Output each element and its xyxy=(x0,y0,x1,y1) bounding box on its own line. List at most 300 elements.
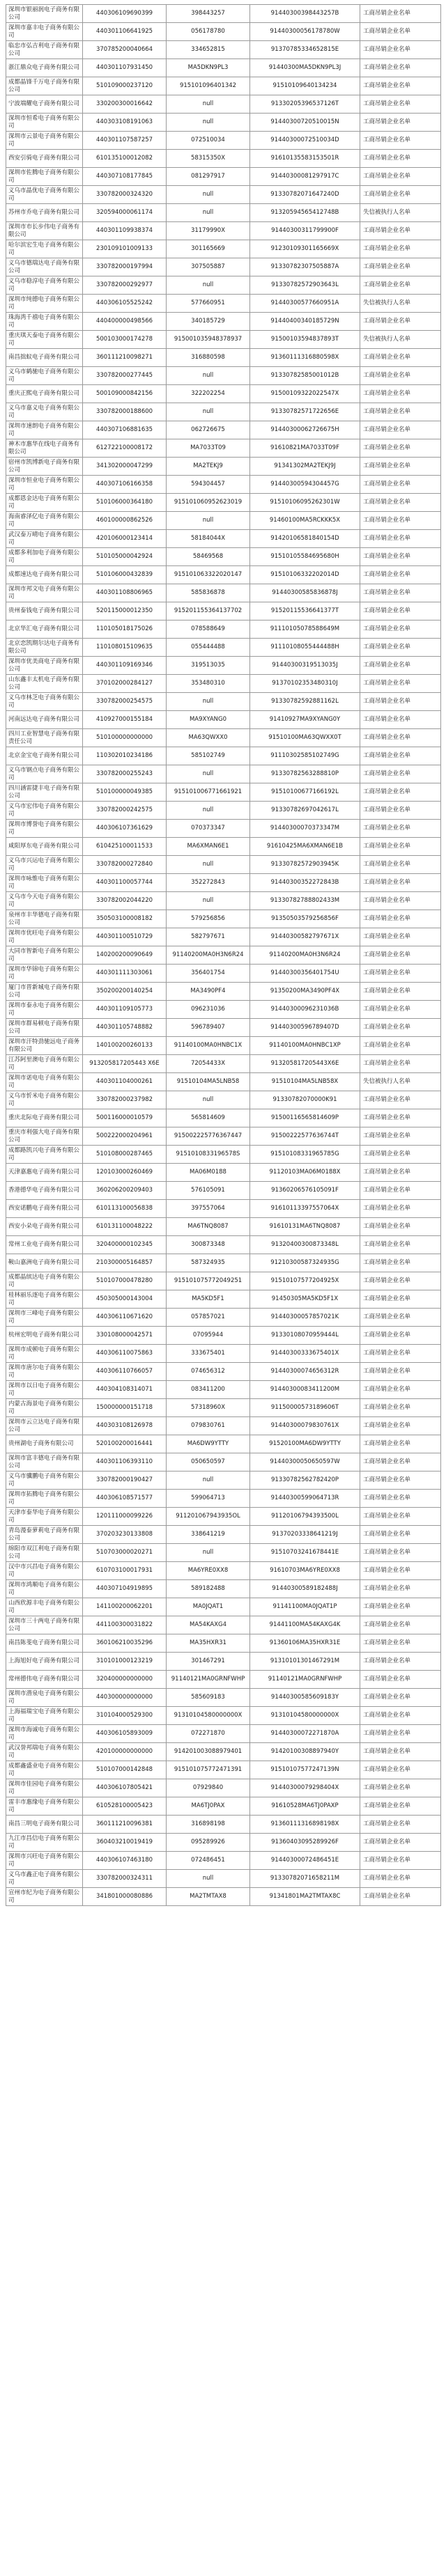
registration-number-cell: 120103000260469 xyxy=(83,1164,167,1182)
list-type-cell: 工商吊销企业名单 xyxy=(360,1236,441,1254)
credit-code-cell: 91320400300873348L xyxy=(250,1236,360,1254)
company-name-cell: 浙江鼎众电子商务有限公司 xyxy=(6,59,83,77)
credit-code-cell: 91440300596789407D xyxy=(250,1019,360,1037)
table-row xyxy=(6,150,441,168)
list-type-cell: 工商吊销企业名单 xyxy=(360,1417,441,1435)
registration-number-cell: 440306109690399 xyxy=(83,5,167,23)
company-name-cell: 深圳市纯德电子商务有限公司 xyxy=(6,295,83,313)
credit-code-cell: 91610113397557064X xyxy=(250,1200,360,1218)
table-row xyxy=(6,240,441,258)
credit-code-cell: 91140200MA0H3N6R24 xyxy=(250,946,360,965)
list-type-cell: 工商吊销企业名单 xyxy=(360,222,441,240)
list-type-cell: 工商吊销企业名单 xyxy=(360,1200,441,1218)
credit-code-cell: 91330205396537126T xyxy=(250,95,360,114)
credit-code-cell: 91330782572903945K xyxy=(250,856,360,874)
list-type-cell: 工商吊销企业名单 xyxy=(360,1779,441,1797)
table-row xyxy=(6,1037,441,1055)
credit-code-cell: 91230109301165669X xyxy=(250,240,360,258)
table-row xyxy=(6,186,441,204)
company-name-cell: 江苏阿里澳电子商务有限公司 xyxy=(6,1055,83,1073)
table-row xyxy=(6,276,441,295)
list-type-cell: 工商吊销企业名单 xyxy=(360,95,441,114)
company-name-cell: 武汉泰万晴电子商务有限公司 xyxy=(6,530,83,548)
company-name-cell: 义乌市鑫正电子商务有限公司 xyxy=(6,1870,83,1888)
org-code-cell: MA63QWXX0 xyxy=(167,729,250,747)
company-name-cell: 香港德华电子商务有限公司 xyxy=(6,1182,83,1200)
registration-number-cell: 460100000862526 xyxy=(83,512,167,530)
table-row xyxy=(6,204,441,222)
table-row xyxy=(6,5,441,23)
org-code-cell: 915001035948378937 xyxy=(167,331,250,349)
list-type-cell: 工商吊销企业名单 xyxy=(360,1870,441,1888)
registration-number-cell: 330782000188600 xyxy=(83,403,167,421)
credit-code-cell: 91370785334652815E xyxy=(250,41,360,59)
credit-code-cell: 91440300056178780W xyxy=(250,23,360,41)
table-row xyxy=(6,783,441,802)
company-name-cell: 深圳市三峰电子商务有限公司 xyxy=(6,1309,83,1327)
registration-number-cell: 510106000432839 xyxy=(83,566,167,584)
org-code-cell: null xyxy=(167,1472,250,1490)
org-code-cell: 565814609 xyxy=(167,1109,250,1127)
credit-code-cell: 91610703MA6YRE0XX8 xyxy=(250,1562,360,1580)
credit-code-cell: 91370203338641219J xyxy=(250,1526,360,1544)
table-row xyxy=(6,23,441,41)
company-name-cell: 珠海湾千禧电子商务有限公司 xyxy=(6,313,83,331)
company-name-cell: 深圳市博誉电子商务有限公司 xyxy=(6,820,83,838)
table-row xyxy=(6,765,441,783)
table-row xyxy=(6,1254,441,1272)
list-type-cell: 工商吊销企业名单 xyxy=(360,59,441,77)
table-row xyxy=(6,711,441,729)
company-name-cell: 重庆北际电子商务有限公司 xyxy=(6,1109,83,1127)
credit-code-cell: 91330782585001012B xyxy=(250,367,360,385)
list-type-cell: 工商吊销企业名单 xyxy=(360,1109,441,1127)
org-code-cell: 915101096401342 xyxy=(167,77,250,95)
org-code-cell: 915101075772471391 xyxy=(167,1761,250,1779)
company-name-cell: 义乌市鹤驰电子商务有限公司 xyxy=(6,367,83,385)
registration-number-cell: 441100300031822 xyxy=(83,1616,167,1634)
org-code-cell: 915101075772049251 xyxy=(167,1272,250,1290)
credit-code-cell: 91341302MA2TEKJ9J xyxy=(250,458,360,476)
credit-code-cell: 91420100308897940Y xyxy=(250,1743,360,1761)
registration-number-cell: 500109000842156 xyxy=(83,385,167,403)
company-name-cell: 宣州市纪为电子商务有限公司 xyxy=(6,1888,83,1906)
company-name-cell: 义乌市今天电子商务有限公司 xyxy=(6,892,83,910)
list-type-cell: 工商吊销企业名单 xyxy=(360,1453,441,1472)
list-type-cell: 工商吊销企业名单 xyxy=(360,639,441,657)
org-code-cell: 095289926 xyxy=(167,1834,250,1852)
company-name-cell: 深圳市群易顿电子商务有限公司 xyxy=(6,1019,83,1037)
list-type-cell: 工商吊销企业名单 xyxy=(360,675,441,693)
list-type-cell: 工商吊销企业名单 xyxy=(360,276,441,295)
credit-code-cell: 91440300577660951A xyxy=(250,295,360,313)
company-name-cell: 宿州市凯博新电子商务有限公司 xyxy=(6,458,83,476)
company-name-cell: 神木市惠华在线电子商务有限公司 xyxy=(6,439,83,458)
list-type-cell: 工商吊销企业名单 xyxy=(360,729,441,747)
company-name-cell: 南昌三明电子商务有限公司 xyxy=(6,1816,83,1834)
table-row xyxy=(6,1779,441,1797)
registration-number-cell: 500222000204961 xyxy=(83,1127,167,1146)
registration-number-cell: 141100200062201 xyxy=(83,1598,167,1616)
registration-number-cell: 360111210098271 xyxy=(83,349,167,367)
org-code-cell: 338641219 xyxy=(167,1526,250,1544)
company-name-cell: 深圳市兴旺电子商务有限公司 xyxy=(6,1852,83,1870)
org-code-cell: 07929840 xyxy=(167,1779,250,1797)
table-row xyxy=(6,729,441,747)
credit-code-cell: 91330782563288810P xyxy=(250,765,360,783)
list-type-cell: 工商吊销企业名单 xyxy=(360,584,441,602)
credit-code-cell: 91120106794393500L xyxy=(250,1508,360,1526)
list-type-cell: 工商吊销企业名单 xyxy=(360,1725,441,1743)
list-type-cell: 工商吊销企业名单 xyxy=(360,1381,441,1399)
org-code-cell: MA06M0188 xyxy=(167,1164,250,1182)
list-type-cell: 工商吊销企业名单 xyxy=(360,1055,441,1073)
table-row xyxy=(6,1816,441,1834)
registration-number-cell: 330782000292977 xyxy=(83,276,167,295)
credit-code-cell: 91110105078588649M xyxy=(250,620,360,639)
table-row xyxy=(6,1689,441,1707)
table-row xyxy=(6,1019,441,1037)
credit-code-cell: 91440400340185729N xyxy=(250,313,360,331)
registration-number-cell: 110302010234186 xyxy=(83,747,167,765)
org-code-cell: 915201155364137702 xyxy=(167,602,250,620)
table-row xyxy=(6,1091,441,1109)
credit-code-cell: 91610135583153501R xyxy=(250,150,360,168)
org-code-cell: 585102749 xyxy=(167,747,250,765)
company-name-cell: 深圳市三十两电子商务有限公司 xyxy=(6,1616,83,1634)
credit-code-cell: 91450305MA5KD5F1X xyxy=(250,1290,360,1309)
table-row xyxy=(6,403,441,421)
org-code-cell: 356401754 xyxy=(167,965,250,983)
list-type-cell: 工商吊销企业名单 xyxy=(360,403,441,421)
list-type-cell: 工商吊销企业名单 xyxy=(360,1472,441,1490)
table-row xyxy=(6,1073,441,1091)
credit-code-cell: 91310104580000000X xyxy=(250,1707,360,1725)
org-code-cell: 322202254 xyxy=(167,385,250,403)
list-type-cell: 工商吊销企业名单 xyxy=(360,5,441,23)
org-code-cell: 072271870 xyxy=(167,1725,250,1743)
registration-number-cell: 610528100005423 xyxy=(83,1797,167,1816)
credit-code-cell: 91420106581840154D xyxy=(250,530,360,548)
registration-number-cell: 320594000061174 xyxy=(83,204,167,222)
table-row xyxy=(6,1236,441,1254)
credit-code-cell: 91440300070373347M xyxy=(250,820,360,838)
table-row xyxy=(6,675,441,693)
registration-number-cell: 440400000498566 xyxy=(83,313,167,331)
company-name-cell: 临忠市弘吉利电子商务有限公司 xyxy=(6,41,83,59)
list-type-cell: 工商吊销企业名单 xyxy=(360,838,441,856)
company-name-cell: 深圳市优旺电子商务有限公司 xyxy=(6,928,83,946)
registration-number-cell: 330782000277445 xyxy=(83,367,167,385)
table-row xyxy=(6,1508,441,1526)
list-type-cell: 工商吊销企业名单 xyxy=(360,802,441,820)
company-name-cell: 雷丰市惠缘电子商务有限公司 xyxy=(6,1797,83,1816)
registration-number-cell: 440306110075863 xyxy=(83,1345,167,1363)
company-name-cell: 汉中市兴昌电子商务有限公司 xyxy=(6,1562,83,1580)
registration-number-cell: 500103000174278 xyxy=(83,331,167,349)
list-type-cell: 工商吊销企业名单 xyxy=(360,1127,441,1146)
company-name-cell: 义乌市德瑞达电子商务有限公司 xyxy=(6,258,83,276)
list-type-cell: 工商吊销企业名单 xyxy=(360,1435,441,1453)
registration-number-cell: 350200200140254 xyxy=(83,983,167,1001)
org-code-cell: 91310104580000000X xyxy=(167,1707,250,1725)
registration-number-cell: 440301106641925 xyxy=(83,23,167,41)
org-code-cell: 915002225776367447 xyxy=(167,1127,250,1146)
table-row xyxy=(6,1834,441,1852)
table-row xyxy=(6,838,441,856)
company-name-cell: 泉州市丰华德电子商务有限公司 xyxy=(6,910,83,928)
org-code-cell: 055444488 xyxy=(167,639,250,657)
credit-code-cell: 91510104MA5LNB58X xyxy=(250,1073,360,1091)
table-row xyxy=(6,639,441,657)
credit-code-cell: 91610528MA6TJ0PAXP xyxy=(250,1797,360,1816)
org-code-cell: null xyxy=(167,856,250,874)
table-row xyxy=(6,258,441,276)
registration-number-cell: 360403210019419 xyxy=(83,1834,167,1852)
credit-code-cell: 91310101301467291M xyxy=(250,1653,360,1671)
company-name-cell: 义乌市晶优电子商务有限公司 xyxy=(6,186,83,204)
credit-code-cell: 91360111316898198X xyxy=(250,1816,360,1834)
list-type-cell: 工商吊销企业名单 xyxy=(360,1001,441,1019)
org-code-cell: MA2TEKJ9 xyxy=(167,458,250,476)
org-code-cell: 585609183 xyxy=(167,1689,250,1707)
company-name-cell: 义乌市忻米电子商务有限公司 xyxy=(6,1091,83,1109)
org-code-cell: 334652815 xyxy=(167,41,250,59)
org-code-cell: 096231036 xyxy=(167,1001,250,1019)
list-type-cell: 工商吊销企业名单 xyxy=(360,1689,441,1707)
company-name-cell: 九江市昌信电子商务有限公司 xyxy=(6,1834,83,1852)
registration-number-cell: 510106000364180 xyxy=(83,494,167,512)
credit-code-cell: 91110108055444488H xyxy=(250,639,360,657)
org-code-cell: 398443257 xyxy=(167,5,250,23)
registration-number-cell: 913205817205443 X6E xyxy=(83,1055,167,1073)
registration-number-cell: 330782000255243 xyxy=(83,765,167,783)
registration-number-cell: 420106000123414 xyxy=(83,530,167,548)
credit-code-cell: 91510100MA63QWXX0T xyxy=(250,729,360,747)
credit-code-cell: 91440300585836878J xyxy=(250,584,360,602)
company-name-cell: 南昌拙蚁电子商务有限公司 xyxy=(6,349,83,367)
table-row xyxy=(6,385,441,403)
credit-code-cell: 91330782071658211M xyxy=(250,1870,360,1888)
org-code-cell: MA35HXR31 xyxy=(167,1634,250,1653)
credit-code-cell: 91440300096231036B xyxy=(250,1001,360,1019)
table-row xyxy=(6,1345,441,1363)
table-row xyxy=(6,620,441,639)
org-code-cell: null xyxy=(167,276,250,295)
credit-code-cell: 91410927MA9XYANG0Y xyxy=(250,711,360,729)
company-name-cell: 山东鑫丰太机电子商务有限公司 xyxy=(6,675,83,693)
registration-number-cell: 330200300016642 xyxy=(83,95,167,114)
org-code-cell: 585836878 xyxy=(167,584,250,602)
company-name-cell: 深圳市鸿顺电子商务有限公司 xyxy=(6,1580,83,1598)
registration-number-cell: 440306105525242 xyxy=(83,295,167,313)
company-name-cell: 南昌陈斐电子商务有限公司 xyxy=(6,1634,83,1653)
list-type-cell: 工商吊销企业名单 xyxy=(360,1743,441,1761)
org-code-cell: MA6XMAN6E1 xyxy=(167,838,250,856)
org-code-cell: 589182488 xyxy=(167,1580,250,1598)
credit-code-cell: 91330108070959444L xyxy=(250,1327,360,1345)
list-type-cell: 工商吊销企业名单 xyxy=(360,856,441,874)
company-name-cell: 宁波端耀电子商务有限公司 xyxy=(6,95,83,114)
credit-code-cell: 91440300079298404X xyxy=(250,1779,360,1797)
list-type-cell: 工商吊销企业名单 xyxy=(360,421,441,439)
credit-code-cell: 91610425MA6XMAN6E1B xyxy=(250,838,360,856)
table-row xyxy=(6,983,441,1001)
credit-code-cell: 91440300585609183Y xyxy=(250,1689,360,1707)
table-row xyxy=(6,747,441,765)
credit-code-cell: 91500103594837893T xyxy=(250,331,360,349)
table-row xyxy=(6,820,441,838)
list-type-cell: 工商吊销企业名单 xyxy=(360,765,441,783)
list-type-cell: 工商吊销企业名单 xyxy=(360,77,441,95)
registration-number-cell: 440303108191063 xyxy=(83,114,167,132)
registration-number-cell: 440301104000261 xyxy=(83,1073,167,1091)
list-type-cell: 工商吊销企业名单 xyxy=(360,1562,441,1580)
table-row xyxy=(6,1490,441,1508)
registration-number-cell: 612722100008172 xyxy=(83,439,167,458)
org-code-cell: MA5DKN9PL3 xyxy=(167,59,250,77)
org-code-cell: 57318960X xyxy=(167,1399,250,1417)
org-code-cell: MA6TNQ8087 xyxy=(167,1218,250,1236)
org-code-cell: null xyxy=(167,1870,250,1888)
list-type-cell: 工商吊销企业名单 xyxy=(360,1598,441,1616)
org-code-cell: 333675401 xyxy=(167,1345,250,1363)
list-type-cell: 工商吊销企业名单 xyxy=(360,928,441,946)
registration-number-cell: 440301109169346 xyxy=(83,657,167,675)
table-row xyxy=(6,1616,441,1634)
org-code-cell: 056178780 xyxy=(167,23,250,41)
table-row xyxy=(6,1761,441,1779)
credit-code-cell: 91440300079830761X xyxy=(250,1417,360,1435)
org-code-cell: 319513035 xyxy=(167,657,250,675)
org-code-cell: 594304457 xyxy=(167,476,250,494)
company-name-cell: 重庆琪天泰电子商务有限公司 xyxy=(6,331,83,349)
company-name-cell: 深圳市市长步伟电子商务有限公司 xyxy=(6,222,83,240)
org-code-cell: 074656312 xyxy=(167,1363,250,1381)
list-type-cell: 工商吊销企业名单 xyxy=(360,693,441,711)
org-code-cell: 911201067943935OL xyxy=(167,1508,250,1526)
org-code-cell: 91140100MA0HNBC1X xyxy=(167,1037,250,1055)
table-row xyxy=(6,1182,441,1200)
list-type-cell: 工商吊销企业名单 xyxy=(360,1671,441,1689)
company-name-cell: 成都多利加电子商务有限公司 xyxy=(6,548,83,566)
table-row xyxy=(6,114,441,132)
registration-number-cell: 310104000529300 xyxy=(83,1707,167,1725)
company-name-cell: 海南睿泽亿电子商务有限公司 xyxy=(6,512,83,530)
registration-number-cell: 360111210096381 xyxy=(83,1816,167,1834)
credit-code-cell: 91510107577204925X xyxy=(250,1272,360,1290)
registration-number-cell: 440307106881635 xyxy=(83,421,167,439)
table-row xyxy=(6,1001,441,1019)
company-name-cell: 义乌市稳淳电子商务有限公司 xyxy=(6,276,83,295)
org-code-cell: null xyxy=(167,403,250,421)
table-row xyxy=(6,1399,441,1417)
company-name-cell: 北京恋凯期尔达电子商务有限公司 xyxy=(6,639,83,657)
credit-code-cell: 91440300398443257B xyxy=(250,5,360,23)
list-type-cell: 工商吊销企业名单 xyxy=(360,1653,441,1671)
org-code-cell: null xyxy=(167,114,250,132)
registration-number-cell: 510107000478280 xyxy=(83,1272,167,1290)
list-type-cell: 工商吊销企业名单 xyxy=(360,1852,441,1870)
registration-number-cell: 500116000010579 xyxy=(83,1109,167,1127)
list-type-cell: 工商吊销企业名单 xyxy=(360,1616,441,1634)
registration-number-cell: 440306110766057 xyxy=(83,1363,167,1381)
list-type-cell: 工商吊销企业名单 xyxy=(360,1091,441,1109)
credit-code-cell: 91440300319513035J xyxy=(250,657,360,675)
table-row xyxy=(6,946,441,965)
org-code-cell: 070373347 xyxy=(167,820,250,838)
registration-number-cell: 440301109105773 xyxy=(83,1001,167,1019)
registration-number-cell: 450305000143004 xyxy=(83,1290,167,1309)
registration-number-cell: 320400000000000 xyxy=(83,1671,167,1689)
registration-number-cell: 440307104919895 xyxy=(83,1580,167,1598)
list-type-cell: 工商吊销企业名单 xyxy=(360,1707,441,1725)
company-name-cell: 深圳市唐尔电子商务有限公司 xyxy=(6,1363,83,1381)
list-type-cell: 工商吊销企业名单 xyxy=(360,1797,441,1816)
registration-number-cell: 510108000287465 xyxy=(83,1146,167,1164)
registration-number-cell: 150000000151718 xyxy=(83,1399,167,1417)
credit-code-cell: 91330782592881162L xyxy=(250,693,360,711)
list-type-cell: 工商吊销企业名单 xyxy=(360,946,441,965)
credit-code-cell: 91350503579256856F xyxy=(250,910,360,928)
org-code-cell: 301467291 xyxy=(167,1653,250,1671)
credit-code-cell: 91520100MA6DW9YTTY xyxy=(250,1435,360,1453)
list-type-cell: 工商吊销企业名单 xyxy=(360,494,441,512)
table-row xyxy=(6,566,441,584)
company-name-cell: 贵州湖电子商务有限公司 xyxy=(6,1435,83,1453)
company-name-cell: 上海旭好电子商务有限公司 xyxy=(6,1653,83,1671)
credit-code-cell: 91510109640134234 xyxy=(250,77,360,95)
list-type-cell: 工商吊销企业名单 xyxy=(360,548,441,566)
registration-number-cell: 440306107361629 xyxy=(83,820,167,838)
registration-number-cell: 440301108806965 xyxy=(83,584,167,602)
table-row xyxy=(6,548,441,566)
org-code-cell: 072486451 xyxy=(167,1852,250,1870)
org-code-cell: null xyxy=(167,512,250,530)
company-name-cell: 哈尔滨宏生电子商务有限公司 xyxy=(6,240,83,258)
list-type-cell: 工商吊销企业名单 xyxy=(360,186,441,204)
table-row xyxy=(6,602,441,620)
list-type-cell: 工商吊销企业名单 xyxy=(360,1164,441,1182)
org-code-cell: 050650597 xyxy=(167,1453,250,1472)
list-type-cell: 工商吊销企业名单 xyxy=(360,820,441,838)
company-name-cell: 深圳市咏惟电子商务有限公司 xyxy=(6,874,83,892)
company-name-cell: 常州德伟电子商务有限公司 xyxy=(6,1671,83,1689)
company-name-cell: 义乌市钢点电子商务有限公司 xyxy=(6,765,83,783)
registration-number-cell: 330782000190427 xyxy=(83,1472,167,1490)
registration-number-cell: 610113100056838 xyxy=(83,1200,167,1218)
company-name-cell: 深圳市银丽润电子商务有限公司 xyxy=(6,5,83,23)
list-type-cell: 工商吊销企业名单 xyxy=(360,41,441,59)
credit-code-cell: 91110302585102749G xyxy=(250,747,360,765)
list-type-cell: 工商吊销企业名单 xyxy=(360,1363,441,1381)
table-row xyxy=(6,856,441,874)
company-name-cell: 杭州宏明电子商务有限公司 xyxy=(6,1327,83,1345)
list-type-cell: 工商吊销企业名单 xyxy=(360,1544,441,1562)
company-name-cell: 西安小朵电子商务有限公司 xyxy=(6,1218,83,1236)
credit-code-cell: 91440300081297917C xyxy=(250,168,360,186)
credit-code-cell: 91360106MA35HXR31E xyxy=(250,1634,360,1653)
registration-number-cell: 410927000155184 xyxy=(83,711,167,729)
table-row xyxy=(6,1888,441,1906)
list-type-cell: 工商吊销企业名单 xyxy=(360,530,441,548)
org-code-cell: 316880598 xyxy=(167,349,250,367)
table-row xyxy=(6,295,441,313)
list-type-cell: 工商吊销企业名单 xyxy=(360,1309,441,1327)
company-name-cell: 深圳市恒业电子商务有限公司 xyxy=(6,476,83,494)
table-row xyxy=(6,95,441,114)
company-list-body xyxy=(6,5,441,1906)
